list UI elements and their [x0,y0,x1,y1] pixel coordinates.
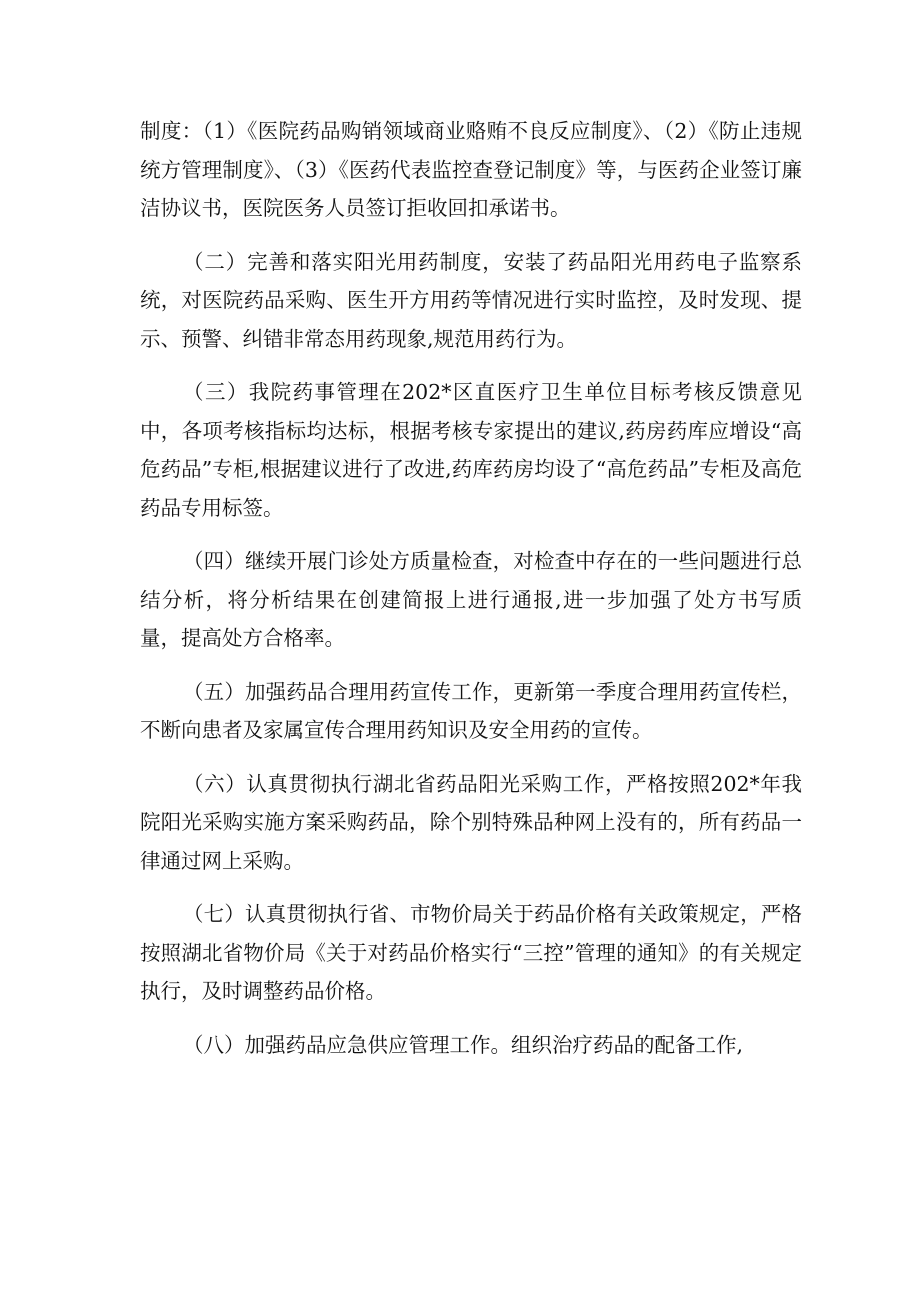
paragraph-6: （六）认真贯彻执行湖北省药品阳光采购工作，严格按照202*年我院阳光采购实施方案采购药品，除个别特殊品种网上没有的，所有药品一律通过网上采购。 [140,771,802,873]
paragraph-3: （三）我院药事管理在202*区直医疗卫生单位目标考核反馈意见中，各项考核指标均达标，根据考核专家提出的建议,药房药库应增设“高危药品”专柜,根据建议进行了改进,药库药房均设了“高危药品”专柜及高危药品专用标签。 [140,380,802,520]
paragraph-4: （四）继续开展门诊处方质量检查，对检查中存在的一些问题进行总结分析，将分析结果在创建简报上进行通报,进一步加强了处方书写质量，提高处方合格率。 [140,549,802,650]
document-body [140,112,802,1079]
paragraph-5: （五）加强药品合理用药宣传工作，更新第一季度合理用药宣传栏，不断向患者及家属宣传合理用药知识及安全用药的宣传。 [140,679,802,742]
paragraph-1: 制度：（1）《医院药品购销领域商业赂贿不良反应制度》、（2）《防止违规统方管理制度》、（3）《医药代表监控查登记制度》等，与医药企业签订廉洁协议书，医院医务人员签订拒收回扣承诺书。 [140,119,802,220]
paragraph-2: （二）完善和落实阳光用药制度，安装了药品阳光用药电子监察系统，对医院药品采购、医生开方用药等情况进行实时监控，及时发现、提示、预警、纠错非常态用药现象,规范用药行为。 [140,249,802,351]
paragraph-8: （八）加强药品应急供应管理工作。组织治疗药品的配备工作, [183,1032,744,1057]
paragraph-7: （七）认真贯彻执行省、市物价局关于药品价格有关政策规定，严格按照湖北省物价局《关于对药品价格实行“三控”管理的通知》的有关规定执行，及时调整药品价格。 [140,902,802,1003]
